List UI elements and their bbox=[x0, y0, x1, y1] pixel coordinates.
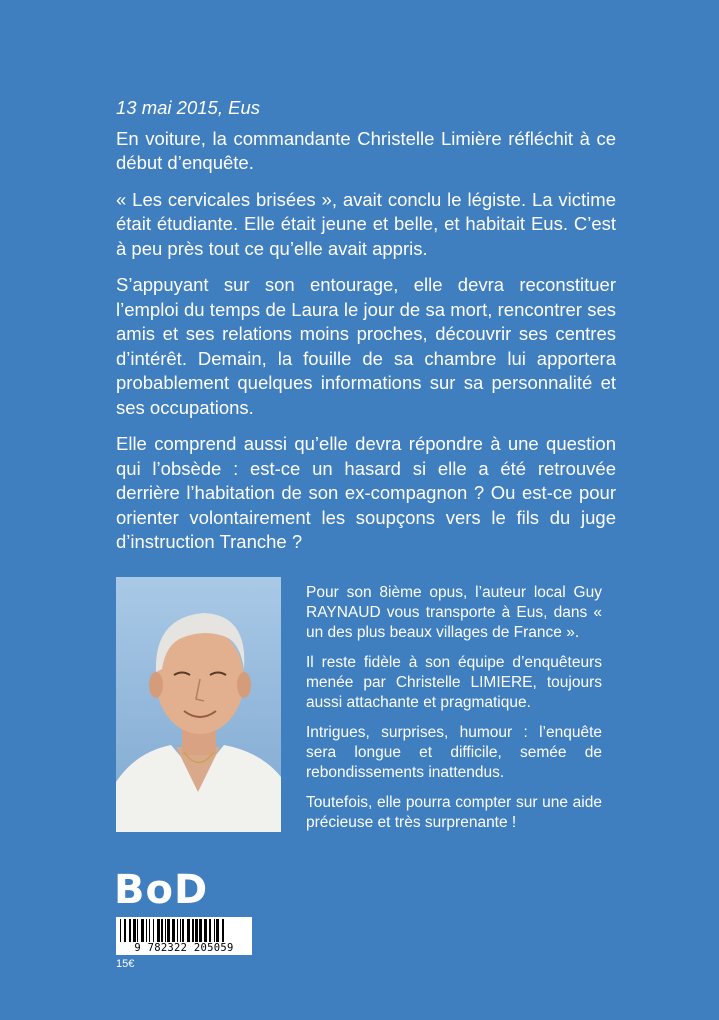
synopsis-paragraph: Elle comprend aussi qu’elle devra répondre à une question qui l’obsède : est-ce un hasard si elle a été retrouvée derrière l’habitation de son ex-compagnon ? Ou est-ce pour orienter volontairement les soupçons vers le fils du juge d’instruction Tranche ? bbox=[116, 433, 616, 552]
back-cover-synopsis bbox=[116, 96, 616, 567]
synopsis-paragraph: « Les cervicales brisées », avait conclu le légiste. La victime était étudiante. Elle était jeune et belle, et habitait Eus. C’est à peu près tout ce qu’elle avait appris. bbox=[116, 188, 616, 259]
barcode-bar bbox=[120, 919, 121, 943]
synopsis-paragraph: En voiture, la commandante Christelle Limière réfléchit à ce début d’enquête. bbox=[116, 127, 616, 173]
publisher-logo: BoD bbox=[114, 867, 209, 913]
barcode-bar bbox=[172, 919, 175, 943]
author-photo bbox=[116, 577, 281, 832]
barcode-bar bbox=[149, 919, 150, 943]
author-bio bbox=[306, 583, 602, 843]
barcode-bar bbox=[129, 919, 131, 943]
barcode-bar bbox=[180, 919, 181, 943]
barcode-bar bbox=[167, 919, 170, 943]
barcode-bar bbox=[137, 919, 138, 943]
barcode-bar bbox=[141, 919, 144, 943]
author-portrait-icon bbox=[116, 577, 281, 832]
barcode-bar bbox=[153, 919, 154, 943]
barcode-bar bbox=[199, 919, 202, 943]
barcode-bar bbox=[165, 919, 166, 943]
barcode-bar bbox=[161, 919, 163, 943]
barcode-bar bbox=[216, 919, 219, 943]
bio-paragraph: Toutefois, elle pourra compter sur une aide précieuse et très surprenante ! bbox=[306, 794, 602, 831]
barcode-bar bbox=[133, 919, 136, 943]
barcode-bar bbox=[124, 919, 126, 943]
barcode-bar bbox=[195, 919, 198, 943]
barcode-bar bbox=[182, 919, 184, 943]
synopsis-paragraph: S’appuyant sur son entourage, elle devra reconstituer l’emploi du temps de Laura le jour de sa mort, rencontrer ses amis et ses relations moins proches, découvrir ses centres d’intérêt. Demain, la fouille de sa chambre lui apportera probablement quelques informations sur sa personnalité et ses occupations. bbox=[116, 274, 616, 418]
bio-paragraph: Intrigues, surprises, humour : l’enquête sera longue et difficile, semée de rebondissements inattendus. bbox=[306, 724, 602, 781]
isbn-barcode bbox=[116, 917, 252, 955]
barcode-bar bbox=[146, 919, 147, 943]
barcode-bar bbox=[214, 919, 215, 943]
barcode-bar bbox=[204, 919, 207, 943]
barcode-bar bbox=[209, 919, 211, 943]
barcode-bar bbox=[157, 919, 160, 943]
barcode-bar bbox=[177, 919, 178, 943]
barcode-bar bbox=[192, 919, 194, 943]
barcode-bar bbox=[187, 919, 190, 943]
bio-paragraph: Il reste fidèle à son équipe d’enquêteurs menée par Christelle LIMIERE, toujours aussi attachante et pragmatique. bbox=[306, 654, 602, 711]
barcode-digits: 9 782322 205059 bbox=[116, 942, 252, 954]
price-label: 15€ bbox=[116, 958, 135, 970]
date-line: 13 mai 2015, Eus bbox=[116, 97, 260, 118]
bio-paragraph: Pour son 8ième opus, l’auteur local Guy RAYNAUD vous transporte à Eus, dans « un des plus beaux villages de France ». bbox=[306, 584, 602, 641]
barcode-bar bbox=[222, 919, 224, 943]
